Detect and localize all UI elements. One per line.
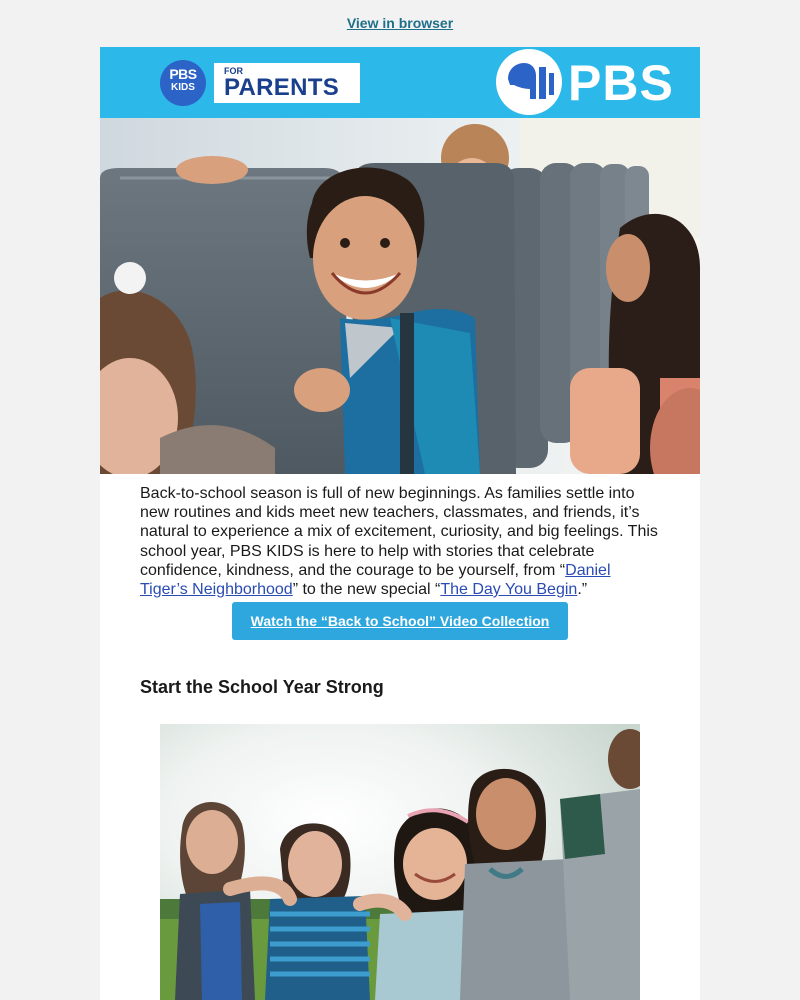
pbs-head-icon[interactable] xyxy=(494,49,564,115)
watch-video-collection-button[interactable]: Watch the “Back to School” Video Collection xyxy=(232,602,569,640)
view-in-browser-link[interactable]: View in browser xyxy=(346,15,454,31)
topbar xyxy=(0,0,800,47)
pbs-kids-logo-line2: KIDS xyxy=(171,82,195,93)
pbs-kids-logo-line1: PBS xyxy=(169,66,197,82)
hero-image-bus-kids[interactable] xyxy=(100,118,700,474)
cta-wrapper xyxy=(100,602,700,675)
the-day-you-begin-link[interactable]: The Day You Begin xyxy=(440,581,578,599)
header-banner xyxy=(100,47,700,118)
intro-paragraph xyxy=(100,474,700,602)
intro-text-before: Back-to-school season is full of new beginnings. As families settle into new routines and kids meet new teachers, classmates, and friends, it’s natural to experience a mix of excitement, curiosity, and big feelings. This school year, PBS KIDS is here to help with stories that celebrate confidence, kindness, and the courage to be yourself, from “ xyxy=(140,485,658,579)
parents-label: PARENTS xyxy=(224,74,339,101)
hero-illustration xyxy=(100,118,700,474)
kids-outdoors-image[interactable] xyxy=(160,724,640,1000)
daniel-tiger-link[interactable]: Daniel Tiger’s Neighborhood xyxy=(140,561,611,599)
kids-outdoors-illustration xyxy=(160,724,640,1000)
intro-text-middle: ” to the new special “ xyxy=(292,581,441,599)
for-label: FOR xyxy=(224,66,243,76)
for-parents-logo[interactable] xyxy=(214,63,360,103)
pbs-wordmark[interactable]: PBS xyxy=(568,55,674,111)
intro-text-after: .” xyxy=(577,581,588,599)
pbs-kids-logo[interactable] xyxy=(160,60,206,106)
email-body xyxy=(100,47,700,1000)
section-title: Start the School Year Strong xyxy=(140,677,384,697)
